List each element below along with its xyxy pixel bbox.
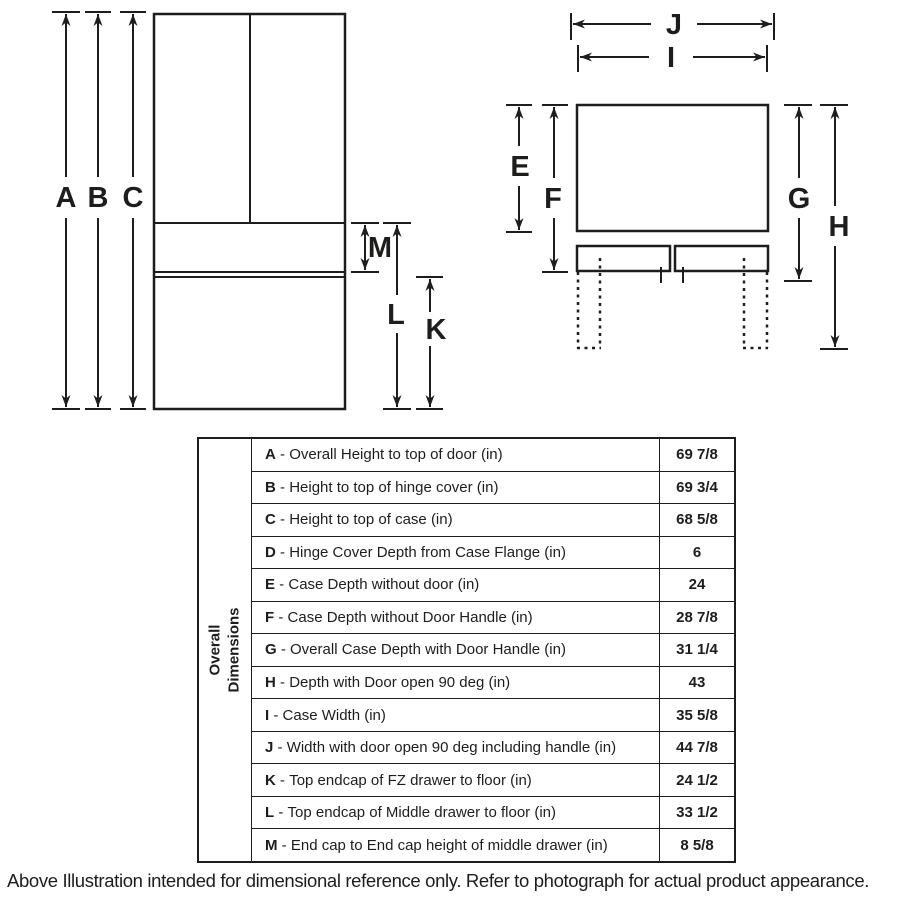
dim-label-b: B [87, 182, 109, 214]
dim-c [118, 12, 148, 409]
table-row: H - Depth with Door open 90 deg (in) 43 [252, 667, 734, 700]
value-cell: 68 5/8 [659, 504, 734, 536]
dim-label-h: H [828, 211, 850, 243]
value-cell: 8 5/8 [659, 829, 734, 861]
dim-m [351, 223, 392, 272]
value-cell: 31 1/4 [659, 634, 734, 666]
table-row: B - Height to top of hinge cover (in) 69 3/4 [252, 472, 734, 505]
table-row: D - Hinge Cover Depth from Case Flange (in) 6 [252, 537, 734, 570]
dim-e [505, 105, 534, 232]
value-cell: 43 [659, 667, 734, 699]
value-cell: 44 7/8 [659, 732, 734, 764]
dim-label-i: I [666, 42, 676, 74]
dim-i [578, 42, 767, 74]
dim-k [416, 277, 447, 409]
value-cell: 69 3/4 [659, 472, 734, 504]
table-row: J - Width with door open 90 deg including handle (in) 44 7/8 [252, 732, 734, 765]
dim-f [539, 105, 568, 272]
overall-dimensions-table [197, 437, 736, 863]
dim-label-j: J [665, 9, 683, 41]
dim-label-f: F [544, 183, 562, 215]
table-row: F - Case Depth without Door Handle (in) 28 7/8 [252, 602, 734, 635]
table-row: C - Height to top of case (in) 68 5/8 [252, 504, 734, 537]
table-row: I - Case Width (in) 35 5/8 [252, 699, 734, 732]
table-row: G - Overall Case Depth with Door Handle (in) 31 1/4 [252, 634, 734, 667]
value-cell: 33 1/2 [659, 797, 734, 829]
table-rows [252, 439, 734, 861]
table-row: L - Top endcap of Middle drawer to floor (in) 33 1/2 [252, 797, 734, 830]
dim-label-a: A [55, 182, 77, 214]
left-drawer-front [577, 246, 670, 271]
table-row: K - Top endcap of FZ drawer to floor (in) 24 1/2 [252, 764, 734, 797]
dim-a [51, 12, 81, 409]
right-drawer-front [675, 246, 768, 271]
dim-label-k: K [425, 314, 447, 346]
dim-label-g: G [787, 183, 811, 215]
table-row: E - Case Depth without door (in) 24 [252, 569, 734, 602]
footer-note: Above Illustration intended for dimensional reference only. Refer to photograph for actual product appearance. [7, 870, 870, 891]
value-cell: 35 5/8 [659, 699, 734, 731]
value-cell: 6 [659, 537, 734, 569]
value-cell: 24 [659, 569, 734, 601]
table-side-header [199, 439, 252, 861]
value-cell: 28 7/8 [659, 602, 734, 634]
table-side-header-label: Overall Dimensions [206, 607, 242, 693]
table-row: A - Overall Height to top of door (in) 69 7/8 [252, 439, 734, 472]
case-outline [577, 105, 768, 231]
dim-label-e: E [510, 151, 530, 183]
value-cell: 24 1/2 [659, 764, 734, 796]
dim-g [784, 105, 814, 281]
dim-label-l: L [387, 299, 405, 331]
dim-h [820, 105, 854, 349]
value-cell: 69 7/8 [659, 439, 734, 471]
refrigerator-front-view [51, 12, 447, 409]
refrigerator-top-view [505, 9, 854, 349]
dim-b [83, 12, 113, 409]
dim-j [571, 9, 774, 41]
dim-label-c: C [122, 182, 144, 214]
table-row: M - End cap to End cap height of middle drawer (in) 8 5/8 [252, 829, 734, 861]
dimension-diagram [0, 0, 900, 432]
dim-label-m: M [367, 232, 393, 264]
